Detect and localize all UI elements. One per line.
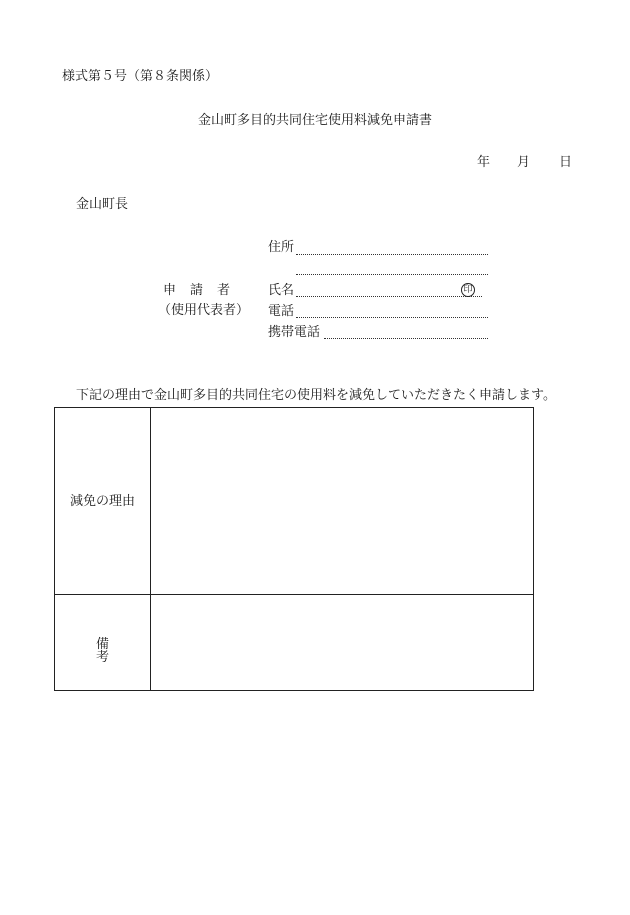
name-field-line[interactable] xyxy=(296,296,482,297)
reduction-reason-label: 減免の理由 xyxy=(69,494,135,509)
addressee: 金山町長 xyxy=(76,197,129,212)
address-field-line-2[interactable] xyxy=(296,274,488,275)
date-month-label: 月 xyxy=(517,155,531,170)
mobile-phone-label: 携帯電話 xyxy=(268,325,321,340)
name-label: 氏名 xyxy=(268,283,295,298)
applicant-label: 申請者 xyxy=(163,283,245,298)
phone-field-line[interactable] xyxy=(296,317,488,318)
remarks-label: 備考 xyxy=(95,637,139,665)
reason-table xyxy=(54,407,534,691)
form-title: 金山町多目的共同住宅使用料減免申請書 xyxy=(197,113,432,128)
address-field-line-1[interactable] xyxy=(296,254,488,255)
seal-mark: 印 xyxy=(461,283,475,297)
phone-label: 電話 xyxy=(268,304,295,319)
date-day-label: 日 xyxy=(559,155,573,170)
address-label: 住所 xyxy=(268,240,295,255)
application-statement: 下記の理由で金山町多目的共同住宅の使用料を減免していただきたく申請します。 xyxy=(76,388,556,403)
date-year-label: 年 xyxy=(477,155,491,170)
form-number: 様式第５号（第８条関係） xyxy=(62,69,219,84)
mobile-phone-field-line[interactable] xyxy=(324,338,488,339)
reduction-reason-field[interactable] xyxy=(151,408,533,594)
representative-label: （使用代表者） xyxy=(158,303,250,318)
remarks-field[interactable] xyxy=(151,595,533,690)
